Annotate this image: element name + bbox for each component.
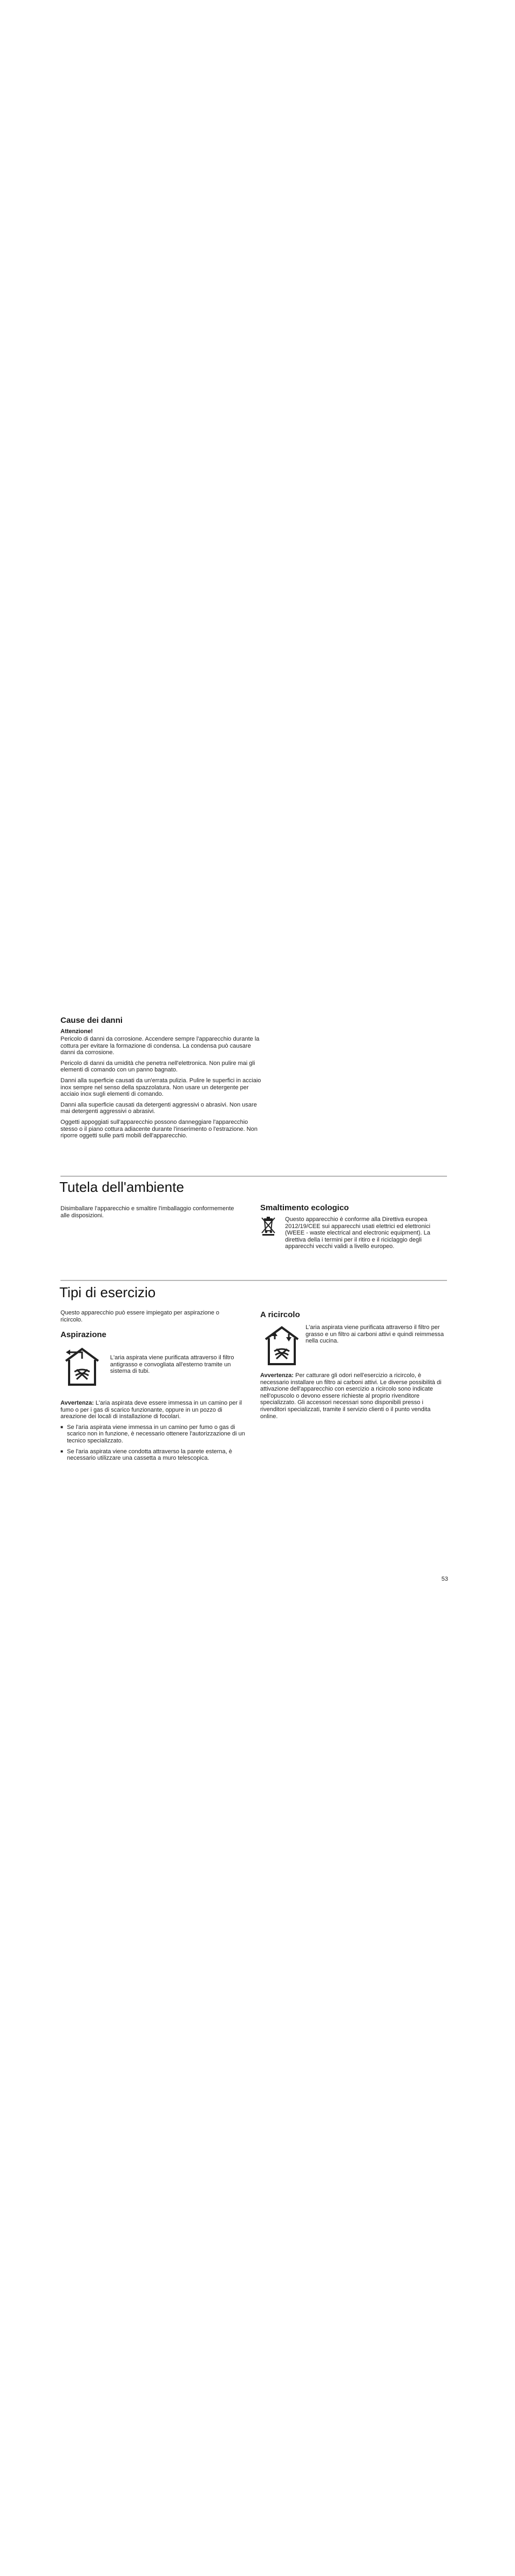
extraction-warning-block	[60, 1400, 249, 1462]
recirculation-house-icon	[260, 1323, 303, 1367]
section-divider	[60, 1280, 447, 1281]
attention-label: Attenzione!	[60, 1028, 93, 1035]
disposal-title: Smaltimento ecologico	[260, 1203, 349, 1212]
list-item: ■ Se l'aria aspirata viene immessa in un camino per fumo o gas di scarico non in funzione, è necessario ottenere l'autorizzazione di un tecnico specializzato.	[60, 1424, 249, 1445]
extraction-warning	[60, 1400, 249, 1420]
disposal-text: Questo apparecchio è conforme alla Direttiva europea 2012/19/CEE sui apparecchi usati elettrici ed elettronici (WEEE - waste electrical and electronic equipment). La direttiva della i termini per il ritiro e il riciclaggio degli apparecchi vecchi validi a livello europeo.	[285, 1216, 431, 1250]
list-item: ■ Se l'aria aspirata viene condotta attraverso la parete esterna, è necessario utilizzare una cassetta a muro telescopica.	[60, 1448, 249, 1462]
damage-paragraph: Danni alla superficie causati da un'errata pulizia. Pulire le superfici in acciaio inox sempre nel senso della spazzolatura. Non usare un detergente per acciaio inox sugli elementi di comando.	[60, 1077, 261, 1098]
warning-label: Avvertenza:	[60, 1400, 94, 1406]
warning-text: L'aria aspirata deve essere immessa in un camino per il fumo o per i gas di scarico funzionante, oppure in un pozzo di areazione dei locali di installazione di focolari.	[60, 1400, 242, 1420]
recirculation-icon-text: L'aria aspirata viene purificata attraverso il filtro per grasso e un filtro ai carboni attivi e quindi reimmessa nella cucina.	[306, 1324, 444, 1345]
recirculation-warning	[260, 1372, 449, 1420]
recirculation-title: A ricircolo	[260, 1310, 300, 1319]
section-divider	[60, 1176, 447, 1177]
damage-section	[60, 1028, 266, 1139]
page-number: 53	[441, 1576, 448, 1582]
modes-title: Tipi di esercizio	[59, 1284, 156, 1300]
damage-paragraph: Danni alla superficie causati da detergenti aggressivi o abrasivi. Non usare mai detergenti aggressivi o abrasivi.	[60, 1101, 257, 1115]
extraction-house-icon	[60, 1345, 104, 1388]
damage-paragraph: Pericolo di danni da umidità che penetra nell'elettronica. Non pulire mai gli elementi di comando con un panno bagnato.	[60, 1060, 255, 1074]
warning-text: Per catturare gli odori nell'esercizio a ricircolo, è necessario installare un filtro ai carboni attivi. Le diverse possibilità di attivazione dell'apparecchio con esercizio a ricircolo sono indicate nell'opuscolo o devono essere richieste al proprio rivenditore specializzato. Gli accessori necessari sono disponibili presso i rivenditori specializzati, tramite il servizio clienti o il punto vendita online.	[260, 1372, 442, 1420]
modes-intro: Questo apparecchio può essere impiegato per aspirazione o ricircolo.	[60, 1310, 220, 1323]
environment-intro: Disimballare l'apparecchio e smaltire l'imballaggio conformemente alle disposizioni.	[60, 1205, 234, 1219]
damage-title: Cause dei danni	[60, 1016, 123, 1025]
extraction-icon-text: L'aria aspirata viene purificata attraverso il filtro antigrasso e convogliata all'esterno tramite un sistema di tubi.	[110, 1354, 234, 1375]
warning-label: Avvertenza:	[260, 1372, 294, 1379]
extraction-title: Aspirazione	[60, 1330, 107, 1339]
environment-title: Tutela dell'ambiente	[59, 1179, 184, 1195]
damage-paragraph: Oggetti appoggiati sull'apparecchio possono danneggiare l'apparecchio stesso o il piano cottura adiacente durante l'inserimento o l'estrazione. Non riporre oggetti sulle parti mobili dell'apparecchio.	[60, 1118, 258, 1139]
damage-paragraph: Pericolo di danni da corrosione. Accendere sempre l'apparecchio durante la cottura per evitare la formazione di condensa. La condensa può causare danni da corrosione.	[60, 1036, 260, 1056]
weee-crossed-bin-icon	[260, 1216, 276, 1236]
